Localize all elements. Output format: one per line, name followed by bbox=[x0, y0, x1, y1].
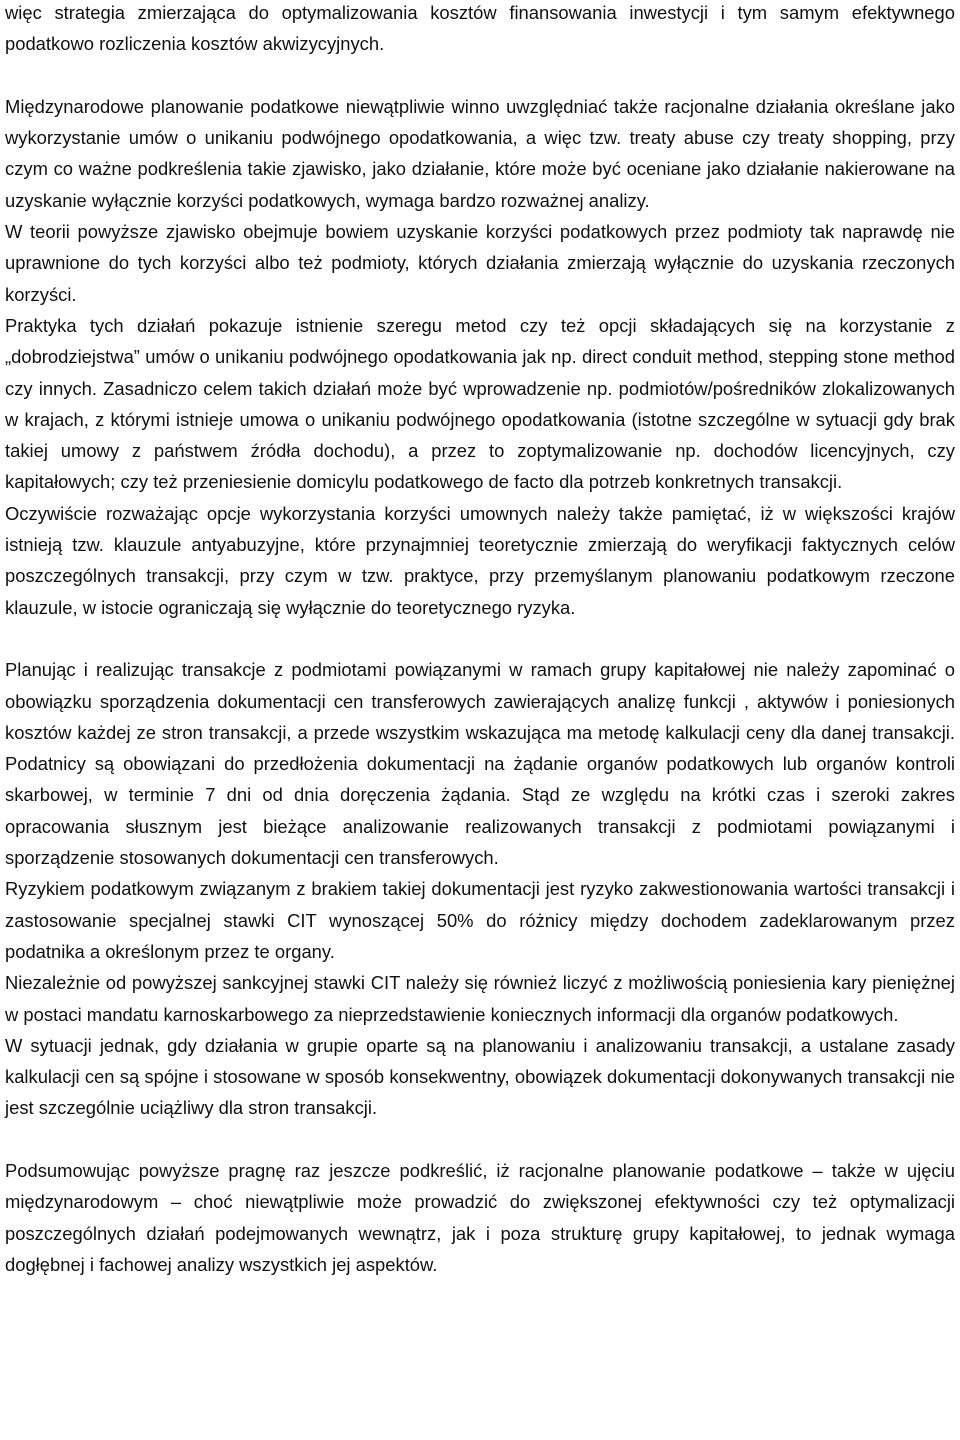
paragraph-theory: W teorii powyższe zjawisko obejmuje bowiem uzyskanie korzyści podatkowych przez podmioty tak naprawdę nie uprawnione do tych korzyści albo też podmioty, których działania zmierzają wyłącznie do uzyskania rzeczonych korzyści. bbox=[5, 221, 955, 305]
paragraph-international-planning: Międzynarodowe planowanie podatkowe niewątpliwie winno uwzględniać także racjonalne działania określane jako wykorzystanie umów o unikaniu podwójnego opodatkowania, a więc tzw. treaty abuse czy treaty shopping, przy czym co ważne podkreślenia takie zjawisko, jako działanie, które może być oceniane jako działanie nakierowane na uzyskanie wyłącznie korzyści podatkowych, wymaga bardzo rozważnej analizy. bbox=[5, 95, 955, 211]
paragraph-tax-risk: Ryzykiem podatkowym związanym z brakiem takiej dokumentacji jest ryzyko zakwestionowania wartości transakcji i zastosowanie specjalnej stawki CIT wynoszącej 50% do różnicy między dochodem zadeklarowanym przez podatnika a określonym przez te organy. bbox=[5, 878, 955, 962]
paragraph-penalty: Niezależnie od powyższej sankcyjnej stawki CIT należy się również liczyć z możliwością poniesienia kary pieniężnej w postaci mandatu karnoskarbowego za nieprzedstawienie koniecznych informacji dla organów podatkowych. bbox=[5, 972, 955, 1025]
document-page bbox=[5, 0, 955, 1280]
paragraph-anti-abuse-clauses: Oczywiście rozważając opcje wykorzystania korzyści umownych należy także pamiętać, iż w większości krajów istnieją tzw. klauzule antyabuzyjne, które przynajmniej teoretycznie zmierzają do weryfikacji faktycznych celów poszczególnych transakcji, przy czym w tzw. praktyce, przy przemyślanym planowaniu podatkowym rzeczone klauzule, w istocie ograniczają się wyłącznie do teoretycznego ryzyka. bbox=[5, 502, 955, 618]
paragraph-group-situation: W sytuacji jednak, gdy działania w grupie oparte są na planowaniu i analizowaniu transakcji, a ustalane zasady kalkulacji cen są spójne i stosowane w sposób konsekwentny, obowiązek dokumentacji dokonywanych transakcji nie jest szczególnie uciążliwy dla stron transakcji. bbox=[5, 1034, 955, 1119]
paragraph-summary: Podsumowując powyższe pragnę raz jeszcze podkreślić, iż racjonalne planowanie podatkowe – także w ujęciu międzynarodowym – choć niewątpliwie może prowadzić do zwiększonej efektywności czy też optymalizacji poszczególnych działań podejmowanych wewnątrz, jak i poza strukturę grupy kapitałowej, to jednak wymaga dogłębnej i fachowej analizy wszystkich jej aspektów. bbox=[5, 1159, 955, 1275]
paragraph-practice-methods: Praktyka tych działań pokazuje istnienie szeregu metod czy też opcji składających się na korzystanie z „dobrodziejstwa” umów o unikaniu podwójnego opodatkowania jak np. direct conduit method, stepping stone method czy innych. Zasadniczo celem takich działań może być wprowadzenie np. podmiotów/pośredników zlokalizowanych w krajach, z którymi istnieje umowa o unikaniu podwójnego opodatkowania (istotne szczególne w sytuacji gdy brak takiej umowy z państwem źródła dochodu), a przez to zoptymalizowanie np. dochodów licencyjnych, czy kapitałowych; czy też przeniesienie domicylu podatkowego de facto dla potrzeb konkretnych transakcji. bbox=[5, 314, 955, 493]
paragraph-transfer-pricing: Planując i realizując transakcje z podmiotami powiązanymi w ramach grupy kapitałowej nie należy zapominać o obowiązku sporządzenia dokumentacji cen transferowych zawierających analizę funkcji , aktywów i poniesionych kosztów każdej ze stron transakcji, a przede wszystkim wskazująca ma metodę kalkulacji ceny dla danej transakcji. Podatnicy są obowiązani do przedłożenia dokumentacji na żądanie organów podatkowych lub organów kontroli skarbowej, w terminie 7 dni od dnia doręczenia żądania. Stąd ze względu na krótki czas i szeroki zakres opracowania słusznym jest bieżące analizowanie realizowanych transakcji z podmiotami powiązanymi i sporządzenie stosowanych dokumentacji cen transferowych. bbox=[5, 659, 955, 869]
paragraph-strategy: więc strategia zmierzająca do optymalizowania kosztów finansowania inwestycji i tym samym efektywnego podatkowo rozliczenia kosztów akwizycyjnych. bbox=[5, 2, 955, 55]
